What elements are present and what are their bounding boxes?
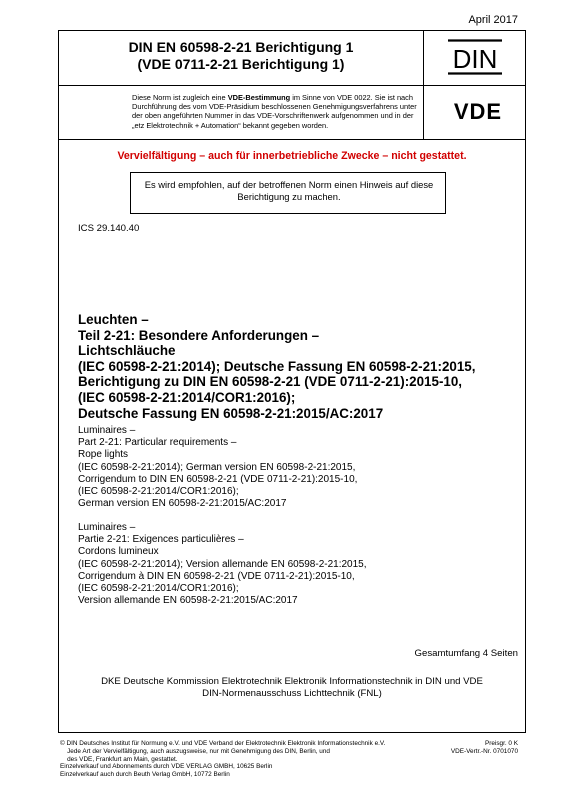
title-english-line: Luminaires – [78, 425, 136, 436]
title-french [78, 522, 518, 607]
title-french-line: (IEC 60598-2-21:2014); Version allemande EN 60598-2-21:2015, [78, 558, 367, 570]
title-german-line: (IEC 60598-2-21:2014/COR1:2016); [78, 389, 296, 405]
committee-info: DKE Deutsche Kommission Elektrotechnik Elektronik Informationstechnik in DIN und VDE DIN-Normenausschuss Lichttechnik (FNL) [101, 676, 483, 699]
hint-text: Es wird empfohlen, auf der betroffenen Norm einen Hinweis auf diese Berichtigung zu machen. [144, 179, 434, 202]
standard-subtitle: (VDE 0711-2-21 Berichtigung 1) [137, 56, 345, 72]
title-english-line: Rope lights [78, 449, 129, 461]
vde-logo-box [424, 86, 526, 140]
vde-note-box [58, 86, 424, 140]
title-english-line: German version EN 60598-2-21:2015/AC:2017 [78, 498, 287, 510]
title-german-line: Berichtigung zu DIN EN 60598-2-21 (VDE 0711-2-21):2015-10, [78, 374, 463, 390]
din-logo-text: DIN [452, 44, 498, 74]
ics-code: ICS 29.140.40 [78, 223, 140, 234]
title-english-line: Part 2-21: Particular requirements – [78, 437, 237, 449]
vde-logo [447, 99, 509, 123]
hint-box [130, 172, 446, 214]
title-english-line: Corrigendum to DIN EN 60598-2-21 (VDE 0711-2-21):2015-10, [78, 473, 358, 485]
copyright-footer: © DIN Deutsches Institut für Normung e.V. und VDE Verband der Elektrotechnik Elektronik Informationstechnik e.V. Jede Art der Vervielfältigung, auch auszugsweise, nur mit Genehmigung des DIN, Berlin, und des VDE, Frankfurt am Main, gestattet. Einzelverkauf und Abonnements durch VDE VERLAG GMBH, 10625 Berlin Einzelverkauf auch durch Beuth Verlag GmbH, 10772 Berlin [60, 740, 386, 779]
title-french-line: Cordons lumineux [78, 546, 159, 558]
standard-title: DIN EN 60598-2-21 Berichtigung 1 [128, 39, 354, 55]
title-german-line: (IEC 60598-2-21:2014); Deutsche Fassung EN 60598-2-21:2015, [78, 358, 476, 374]
title-german-line: Lichtschläuche [78, 343, 176, 359]
title-french-line: Luminaires – [78, 522, 136, 533]
title-english [78, 425, 518, 510]
vde-note-text: Diese Norm ist zugleich eine VDE-Bestimmung im Sinne von VDE 0022. Sie ist nach Durchführung des vom VDE-Präsidium beschlossenen Genehmigungsverfahrens unter der oben angeführten Nummer in das VDE-Vorschriftenwerk aufgenommen und in der „etz Elektrotechnik + Automation“ bekannt gegeben worden. [132, 93, 417, 130]
copy-warning: Vervielfältigung – auch für innerbetriebliche Zwecke – nicht gestattet. [117, 150, 467, 162]
title-french-line: Corrigendum à DIN EN 60598-2-21 (VDE 0711-2-21):2015-10, [78, 570, 355, 582]
title-german-line: Deutsche Fassung EN 60598-2-21:2015/AC:2017 [78, 405, 384, 421]
title-french-line: (IEC 60598-2-21:2014/COR1:2016); [78, 583, 239, 595]
title-english-line: (IEC 60598-2-21:2014/COR1:2016); [78, 486, 239, 498]
title-english-line: (IEC 60598-2-21:2014); German version EN 60598-2-21:2015, [78, 461, 356, 473]
price-info: Preisgr. 0 K VDE-Vertr.-Nr. 0701070 [450, 740, 518, 755]
page-count: Gesamtumfang 4 Seiten [414, 648, 518, 659]
vde-logo-text: VDE [453, 99, 503, 123]
title-german-line: Leuchten – [78, 312, 149, 327]
title-french-line: Partie 2-21: Exigences particulières – [78, 534, 244, 546]
title-german-line: Teil 2-21: Besondere Anforderungen – [78, 327, 320, 343]
issue-date: April 2017 [468, 14, 518, 26]
title-french-line: Version allemande EN 60598-2-21:2015/AC:2017 [78, 595, 298, 607]
din-logo-box [424, 30, 526, 86]
title-german [78, 312, 518, 421]
din-logo [446, 38, 504, 76]
title-box [58, 30, 424, 86]
